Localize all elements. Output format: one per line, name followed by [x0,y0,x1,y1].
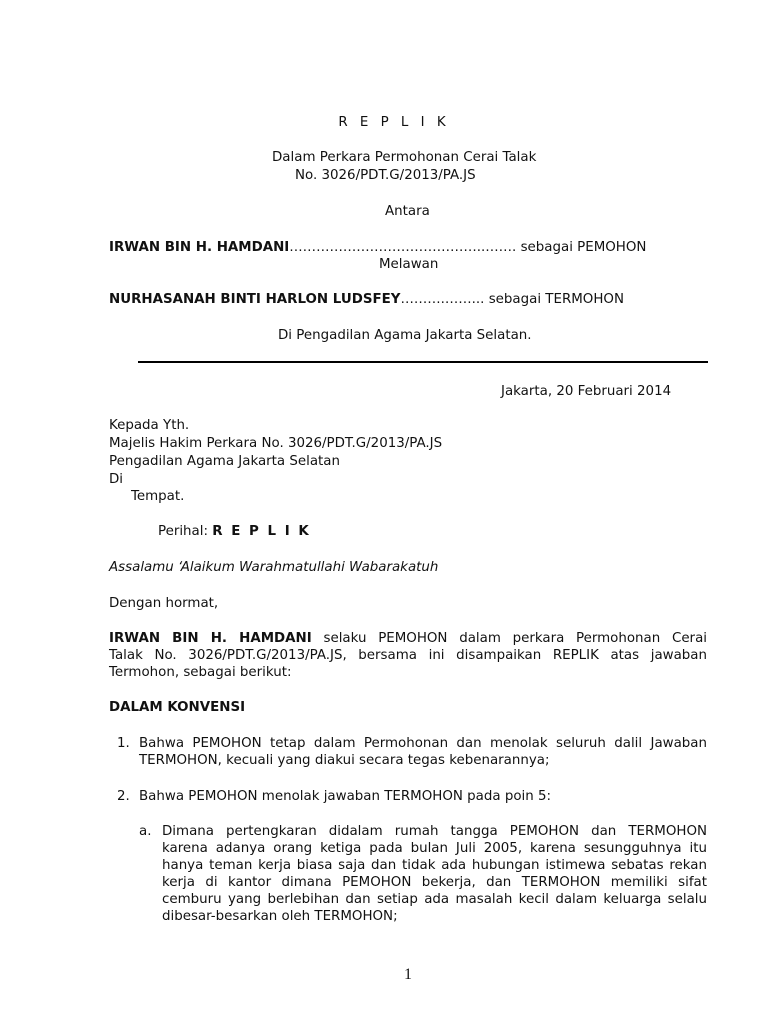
item-1-text: Bahwa PEMOHON tetap dalam Permohonan dan menolak seluruh dalil Jawaban TERMOHON, kecuali yang diakui secara tegas kebenarannya; [139,736,707,768]
greeting: Assalamu ‘Alaikum Warahmatullahi Wabarakatuh [109,560,439,575]
respondent-dots: ……….……... [400,292,485,307]
item-2-text: Bahwa PEMOHON menolak jawaban TERMOHON pada poin 5: [139,789,552,804]
petitioner-role: sebagai PEMOHON [520,240,647,255]
letter-date: Jakarta, 20 Februari 2014 [501,384,672,399]
item-2a-letter: a. [139,824,152,839]
address-line-2: Majelis Hakim Perkara No. 3026/PDT.G/2013/PA.JS [109,436,443,451]
header-divider [138,361,708,363]
item-1-number: 1. [117,736,130,751]
respondent-name: NURHASANAH BINTI HARLON LUDSFEY [109,292,401,307]
address-line-3: Pengadilan Agama Jakarta Selatan [109,454,340,469]
item-2a-text: Dimana pertengkaran didalam rumah tangga PEMOHON dan TERMOHON karena adanya orang ketiga pada bulan Juli 2005, karena sesungguhnya itu hanya teman kerja biasa saja dan tidak ada hubungan istimewa sebatas rekan kerja di kantor dimana PEMOHON bekerja, dan TERMOHON memiliki sifat cemburu yang berlebihan dan setiap ada masalah kecil dalam keluarga selalu dibesar-besarkan oleh TERMOHON; [162,824,707,924]
address-line-4: Di [109,472,124,487]
respondent-line [109,291,624,308]
intro-line-3: Termohon, sebagai berikut: [109,665,292,680]
address-line-5: Tempat. [131,489,185,504]
case-number: No. 3026/PDT.G/2013/PA.JS [295,168,476,183]
court-line: Di Pengadilan Agama Jakarta Selatan. [278,328,532,343]
page-number: 1 [404,966,412,983]
subject-label: Perihal: [158,524,208,539]
intro-name: IRWAN BIN H. HAMDANI [109,631,312,646]
address-line-1: Kepada Yth. [109,418,190,433]
intro-paragraph [109,630,707,681]
subject-line [158,523,311,540]
petitioner-line [109,239,646,256]
subject-value: R E P L I K [212,524,311,539]
intro-line-1: IRWAN BIN H. HAMDANI selaku PEMOHON dalam perkara Permohonan Cerai [109,631,707,646]
petitioner-dots: ……………………………………..……. [289,240,517,255]
petitioner-name: IRWAN BIN H. HAMDANI [109,240,290,255]
document-title: R E P L I K [338,115,450,130]
between-label: Antara [385,204,430,219]
salutation: Dengan hormat, [109,596,219,611]
respondent-role: sebagai TERMOHON [488,292,624,307]
item-2-number: 2. [117,789,130,804]
case-description: Dalam Perkara Permohonan Cerai Talak [272,150,537,165]
intro-line-2: Talak No. 3026/PDT.G/2013/PA.JS, bersama ini disampaikan REPLIK atas jawaban [109,648,707,663]
versus-label: Melawan [379,257,439,272]
section-heading: DALAM KONVENSI [109,700,246,715]
